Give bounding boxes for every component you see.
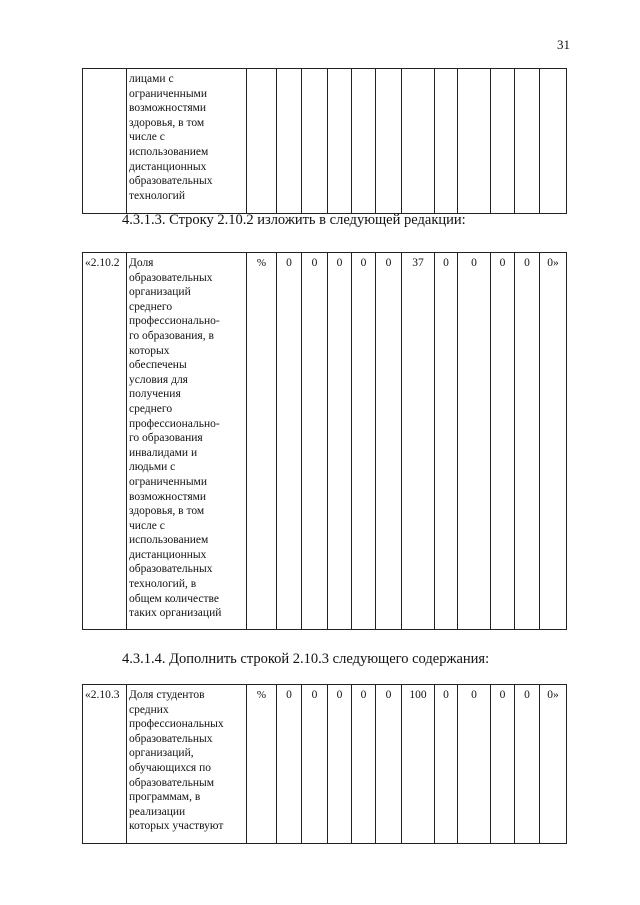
description-line: получения xyxy=(129,388,181,401)
value-cell: 0» xyxy=(540,685,567,844)
description-line: программам, в xyxy=(129,791,201,804)
description-line: условия для xyxy=(129,373,188,386)
description-line: профессиональных xyxy=(129,718,224,731)
value-cell: 0 xyxy=(302,253,328,630)
row-code: «2.10.2 xyxy=(83,253,127,630)
value-cell: 0 xyxy=(376,253,402,630)
value-cell: 0 xyxy=(458,253,491,630)
description-line: образовательных xyxy=(129,175,213,188)
description-line: ограниченными xyxy=(129,87,207,100)
value-cell: 0 xyxy=(515,253,540,630)
value-cell: 0 xyxy=(277,685,302,844)
value-cell: 0 xyxy=(376,685,402,844)
row-description xyxy=(127,253,247,630)
value-cell: 0 xyxy=(515,685,540,844)
value-cell xyxy=(328,69,352,214)
description-line: обеспечены xyxy=(129,359,187,372)
description-line: образовательных xyxy=(129,271,213,284)
amendment-paragraph-2-10-3: 4.3.1.4. Дополнить строкой 2.10.3 следующего содержания: xyxy=(122,651,490,667)
table-row xyxy=(83,253,567,630)
description-line: дистанционных xyxy=(129,548,207,561)
value-cell: 0 xyxy=(328,253,352,630)
description-line: среднего xyxy=(129,402,173,415)
description-line: таких организаций xyxy=(129,607,222,620)
description-line: организаций xyxy=(129,286,191,299)
row-description xyxy=(127,69,247,214)
description-line: Доля студентов xyxy=(129,689,205,701)
description-line: профессионально- xyxy=(129,315,220,328)
description-line: использованием xyxy=(129,534,209,547)
value-cell: 0 xyxy=(435,253,458,630)
description-line: дистанционных xyxy=(129,160,207,173)
value-cell: 0 xyxy=(277,253,302,630)
table-row xyxy=(83,685,567,844)
description-line: общем количестве xyxy=(129,592,219,605)
page-number: 31 xyxy=(557,37,570,52)
amendment-paragraph-2-10-2: 4.3.1.3. Строку 2.10.2 изложить в следующей редакции: xyxy=(122,212,466,228)
value-cell: 0 xyxy=(458,685,491,844)
description-line: Доля xyxy=(129,257,154,269)
description-line: которых участвуют xyxy=(129,820,224,833)
value-cell: 0» xyxy=(540,253,567,630)
description-line: числе с xyxy=(129,131,165,144)
value-cell: 0 xyxy=(491,685,515,844)
value-cell: 0 xyxy=(328,685,352,844)
description-line: использованием xyxy=(129,145,209,158)
description-line: здоровья, в том xyxy=(129,505,205,518)
description-line: числе с xyxy=(129,519,165,532)
description-line: инвалидами и xyxy=(129,446,198,459)
value-cell: 37 xyxy=(402,253,435,630)
description-line: ограниченными xyxy=(129,475,207,488)
indicator-table-continued xyxy=(82,68,567,214)
row-code xyxy=(83,69,127,214)
value-cell: 0 xyxy=(435,685,458,844)
description-line: которых xyxy=(129,344,170,357)
value-cell: 0 xyxy=(352,253,376,630)
value-cell xyxy=(491,69,515,214)
indicator-table-2-10-3 xyxy=(82,684,567,844)
value-cell xyxy=(277,69,302,214)
value-cell xyxy=(515,69,540,214)
value-cell xyxy=(352,69,376,214)
value-cell: 0 xyxy=(352,685,376,844)
value-cell xyxy=(458,69,491,214)
indicator-table-2-10-2 xyxy=(82,252,567,630)
description-line: образовательных xyxy=(129,732,213,745)
table-row xyxy=(83,69,567,214)
description-line: реализации xyxy=(129,805,186,818)
description-line: образовательным xyxy=(129,776,215,789)
value-cell: 0 xyxy=(302,685,328,844)
description-line: технологий, в xyxy=(129,578,197,591)
description-line: людьми с xyxy=(129,461,176,474)
description-line: лицами с xyxy=(129,73,174,85)
row-unit: % xyxy=(247,685,277,844)
row-unit xyxy=(247,69,277,214)
description-line: среднего xyxy=(129,300,173,313)
value-cell xyxy=(435,69,458,214)
value-cell xyxy=(376,69,402,214)
value-cell xyxy=(402,69,435,214)
description-line: здоровья, в том xyxy=(129,116,205,129)
description-line: профессионально- xyxy=(129,417,220,430)
value-cell: 0 xyxy=(491,253,515,630)
row-unit: % xyxy=(247,253,277,630)
description-line: средних xyxy=(129,703,169,716)
description-line: технологий xyxy=(129,189,185,202)
value-cell xyxy=(302,69,328,214)
description-line: обучающихся по xyxy=(129,761,211,774)
description-line: го образования xyxy=(129,432,203,445)
description-line: возможностями xyxy=(129,490,207,503)
description-line: организаций, xyxy=(129,747,194,760)
row-code: «2.10.3 xyxy=(83,685,127,844)
description-line: образовательных xyxy=(129,563,213,576)
value-cell: 100 xyxy=(402,685,435,844)
row-description xyxy=(127,685,247,844)
description-line: возможностями xyxy=(129,102,207,115)
value-cell xyxy=(540,69,567,214)
description-line: го образования, в xyxy=(129,329,214,342)
